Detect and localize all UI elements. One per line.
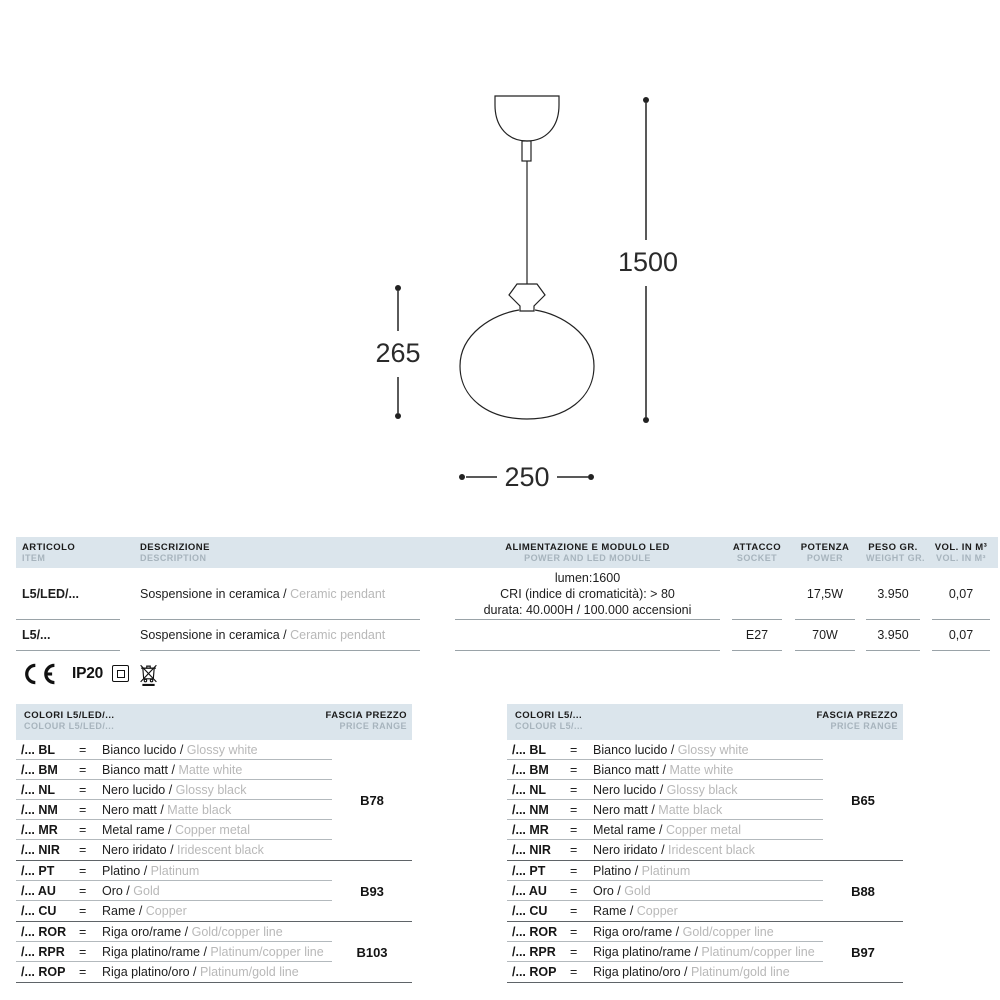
color-code: /... RPR xyxy=(21,944,65,959)
color-table-header xyxy=(507,704,903,740)
price-range-value: B93 xyxy=(360,883,384,899)
header-peso: PESO GR. WEIGHT GR. xyxy=(866,542,925,563)
spec-table xyxy=(16,537,998,651)
equals-sign: = xyxy=(570,782,578,797)
price-range-value: B97 xyxy=(851,944,875,960)
color-option-row xyxy=(507,760,823,780)
color-name: Nero matt / Matte black xyxy=(102,802,232,817)
color-name: Riga platino/rame / Platinum/copper line xyxy=(593,944,815,959)
price-range-header: FASCIA PREZZO xyxy=(816,710,898,721)
color-name: Riga oro/rame / Gold/copper line xyxy=(102,924,283,939)
led-life: durata: 40.000H / 100.000 accensioni xyxy=(483,602,692,617)
equals-sign: = xyxy=(79,822,87,837)
color-code: /... AU xyxy=(21,883,56,898)
color-code: /... NM xyxy=(512,802,549,817)
color-code: /... BL xyxy=(21,742,56,757)
color-code: /... ROP xyxy=(21,965,66,979)
color-code: /... NM xyxy=(21,802,58,817)
color-option-row xyxy=(16,901,332,921)
color-name: Nero matt / Matte black xyxy=(593,802,723,817)
color-name: Rame / Copper xyxy=(593,904,678,918)
led-lumen: lumen:1600 xyxy=(554,570,621,585)
color-option-row xyxy=(16,962,332,982)
power-value: 17,5W xyxy=(795,568,855,620)
item-code: L5/LED/... xyxy=(16,568,120,620)
sphere-shade xyxy=(460,310,594,419)
socket-value xyxy=(732,568,782,620)
color-code: /... ROR xyxy=(512,924,558,939)
color-option-row xyxy=(507,800,823,820)
color-option-row xyxy=(16,820,332,840)
color-option-row xyxy=(507,881,823,901)
color-name: Riga platino/oro / Platinum/gold line xyxy=(593,965,790,979)
color-code: /... MR xyxy=(21,822,58,837)
color-option-row xyxy=(507,901,823,921)
weight-value: 3.950 xyxy=(866,620,920,651)
equals-sign: = xyxy=(79,782,87,797)
equals-sign: = xyxy=(570,843,578,857)
header-volume: VOL. IN M³ VOL. IN M³ xyxy=(934,542,988,563)
header-descrizione: DESCRIZIONE DESCRIPTION xyxy=(140,542,210,563)
color-name: Nero iridato / Iridescent black xyxy=(593,843,755,857)
ceiling-canopy xyxy=(495,96,559,141)
certification-icons xyxy=(21,660,159,687)
header-attacco: ATTACCO SOCKET xyxy=(732,542,782,563)
color-code: /... CU xyxy=(512,904,548,918)
color-table-title: COLORI L5/LED/... xyxy=(24,710,115,721)
color-option-row xyxy=(16,800,332,820)
double-insulation-icon xyxy=(112,665,129,682)
equals-sign: = xyxy=(570,863,578,878)
color-code: /... BL xyxy=(512,742,547,757)
led-module-info xyxy=(455,568,720,620)
equals-sign: = xyxy=(79,843,87,857)
equals-sign: = xyxy=(570,742,578,757)
color-option-row xyxy=(16,840,332,860)
dimension-label-1500: 1500 xyxy=(617,247,679,277)
color-group xyxy=(507,861,903,922)
color-table-subtitle: COLOUR L5/LED/... xyxy=(24,721,115,731)
dimension-total-height xyxy=(618,97,678,423)
color-group xyxy=(507,922,903,983)
cable-grip xyxy=(522,141,531,161)
volume-value: 0,07 xyxy=(932,568,990,620)
color-code: /... BM xyxy=(21,762,58,777)
color-name: Bianco matt / Matte white xyxy=(102,762,243,777)
color-code: /... ROP xyxy=(512,965,557,979)
color-group xyxy=(16,922,412,983)
color-name: Bianco lucido / Glossy white xyxy=(593,742,749,757)
equals-sign: = xyxy=(79,965,87,979)
color-group xyxy=(507,740,903,861)
color-name: Riga platino/rame / Platinum/copper line xyxy=(102,944,324,959)
color-option-row xyxy=(507,942,823,962)
volume-value: 0,07 xyxy=(932,620,990,651)
color-name: Platino / Platinum xyxy=(102,863,200,878)
color-name: Platino / Platinum xyxy=(593,863,691,878)
color-group xyxy=(16,740,412,861)
dimension-shade-height xyxy=(375,285,420,419)
header-potenza: POTENZA POWER xyxy=(800,542,850,563)
color-option-row xyxy=(16,780,332,800)
dimension-label-250: 250 xyxy=(504,462,550,492)
price-range-subheader: PRICE RANGE xyxy=(339,721,407,731)
color-code: /... NIR xyxy=(21,843,60,857)
color-option-row xyxy=(507,962,823,982)
color-option-row xyxy=(507,780,823,800)
color-name: Nero lucido / Glossy black xyxy=(593,782,738,797)
color-name: Bianco matt / Matte white xyxy=(593,762,734,777)
socket-value: E27 xyxy=(732,620,782,651)
equals-sign: = xyxy=(79,742,87,757)
spec-row-standard-version xyxy=(16,620,998,651)
color-code: /... CU xyxy=(21,904,57,918)
equals-sign: = xyxy=(79,924,87,939)
color-name: Metal rame / Copper metal xyxy=(593,822,741,837)
color-group xyxy=(16,861,412,922)
dimension-shade-width xyxy=(459,462,594,492)
led-module-info xyxy=(455,620,720,651)
equals-sign: = xyxy=(570,924,578,939)
color-code: /... BM xyxy=(512,762,549,777)
weee-bin-icon xyxy=(138,661,159,687)
equals-sign: = xyxy=(79,883,87,898)
ip-rating-label: IP20 xyxy=(72,664,104,682)
equals-sign: = xyxy=(79,762,87,777)
item-description: Sospensione in ceramica / Ceramic pendant xyxy=(140,568,420,620)
color-name: Metal rame / Copper metal xyxy=(102,822,250,837)
price-range-value: B88 xyxy=(851,883,875,899)
color-table-header xyxy=(16,704,412,740)
color-option-row xyxy=(507,840,823,860)
color-table-subtitle: COLOUR L5/... xyxy=(515,721,583,731)
item-code: L5/... xyxy=(16,620,120,651)
color-option-row xyxy=(16,861,332,881)
color-name: Riga platino/oro / Platinum/gold line xyxy=(102,965,299,979)
price-range-value: B78 xyxy=(360,792,384,808)
color-option-row xyxy=(16,760,332,780)
color-code: /... MR xyxy=(512,822,549,837)
color-name: Bianco lucido / Glossy white xyxy=(102,742,258,757)
color-name: Rame / Copper xyxy=(102,904,187,918)
equals-sign: = xyxy=(79,944,87,959)
color-name: Nero iridato / Iridescent black xyxy=(102,843,264,857)
color-name: Riga oro/rame / Gold/copper line xyxy=(593,924,774,939)
ce-mark-icon xyxy=(21,662,63,686)
color-code: /... ROR xyxy=(21,924,67,939)
spec-table-header xyxy=(16,537,998,568)
equals-sign: = xyxy=(570,965,578,979)
equals-sign: = xyxy=(570,802,578,817)
equals-sign: = xyxy=(570,904,578,918)
dimension-label-265: 265 xyxy=(375,338,421,368)
color-code: /... RPR xyxy=(512,944,556,959)
spec-row-led-version xyxy=(16,568,998,620)
equals-sign: = xyxy=(79,802,87,817)
color-option-row xyxy=(16,881,332,901)
weight-value: 3.950 xyxy=(866,568,920,620)
color-name: Oro / Gold xyxy=(102,883,160,898)
color-code: /... PT xyxy=(512,863,546,878)
led-cri: CRI (indice di cromaticità): > 80 xyxy=(500,586,675,601)
color-code: /... NL xyxy=(21,782,56,797)
price-range-value: B65 xyxy=(851,792,875,808)
color-code: /... NIR xyxy=(512,843,551,857)
color-option-row xyxy=(507,820,823,840)
color-name: Nero lucido / Glossy black xyxy=(102,782,247,797)
color-table-standard xyxy=(507,704,903,983)
price-range-header: FASCIA PREZZO xyxy=(325,710,407,721)
equals-sign: = xyxy=(570,822,578,837)
equals-sign: = xyxy=(79,904,87,918)
price-range-value: B103 xyxy=(356,944,388,960)
color-option-row xyxy=(16,740,332,760)
color-table-title: COLORI L5/... xyxy=(515,710,583,721)
color-code: /... AU xyxy=(512,883,547,898)
color-option-row xyxy=(16,922,332,942)
header-alimentazione: ALIMENTAZIONE E MODULO LED POWER AND LED MODULE xyxy=(505,542,670,563)
color-table-led xyxy=(16,704,412,983)
color-code: /... NL xyxy=(512,782,547,797)
item-description: Sospensione in ceramica / Ceramic pendant xyxy=(140,620,420,651)
color-option-row xyxy=(16,942,332,962)
shade-knob xyxy=(509,284,545,311)
color-option-row xyxy=(507,740,823,760)
equals-sign: = xyxy=(570,944,578,959)
header-articolo: ARTICOLO ITEM xyxy=(22,542,76,563)
color-option-row xyxy=(507,861,823,881)
color-option-row xyxy=(507,922,823,942)
color-code: /... PT xyxy=(21,863,55,878)
equals-sign: = xyxy=(570,883,578,898)
price-range-subheader: PRICE RANGE xyxy=(830,721,898,731)
equals-sign: = xyxy=(79,863,87,878)
equals-sign: = xyxy=(570,762,578,777)
color-name: Oro / Gold xyxy=(593,883,651,898)
power-value: 70W xyxy=(795,620,855,651)
